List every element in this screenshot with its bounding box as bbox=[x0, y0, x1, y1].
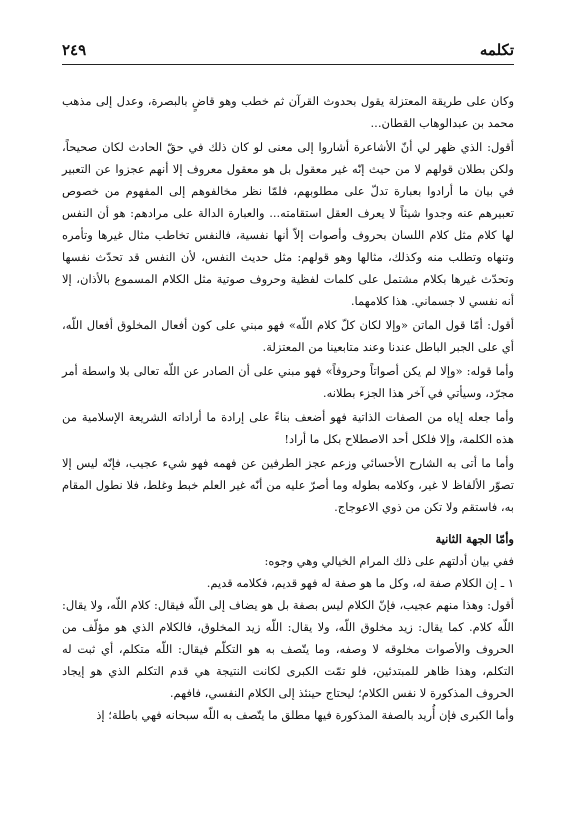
running-title: تكلمه bbox=[479, 41, 514, 59]
page-number: ٢٤٩ bbox=[62, 41, 87, 59]
paragraph: وأما الكبرى فإن أُريد بالصفة المذكورة فيها مطلق ما يتّصف به اللّه سبحانه فهي باطلة؛ إذ bbox=[96, 708, 514, 722]
paragraph: وأما قوله: «وإلا لم يكن أصواتاً وحروفاً» فهو مبني على أن الصادر عن اللّه تعالى بلا واسطة أمر مجرّد، وسيأتي في آخر هذا الجزء بطلانه. bbox=[62, 364, 514, 400]
paragraph: أقول: الذي ظهر لي أنّ الأشاعرة أشاروا إلى معنى لو كان ذلك في حقّ الحادث لكان صحيحاً، ولكن بطلان قولهم لا من حيث إنّه غير معقول بل هو معقول معروف إلا أنهم عجزوا عن التعبير في بيان ما أرادوا بعبارة تدلّ على مطلوبهم، فلمّا نظر مخالفوهم إلى المفهوم من خصوص تعبيرهم عنه وجدوا شيئاً لا يعرف العقل استقامته... والعبارة الدالة على مرادهم: هو أن النفس لها كلام مثل كلام اللسان بحروف وأصوات إلاّ أنها نفسية، فالنفس تخاطب مثال غيرها وتأمره وتنهاه وتطلب منه وكذلك، مثالها وهو قولهم: مثل حديث النفس، لأن النفس قد تحدّث نفسها وتحدّث غيرها بكلام مشتمل على كلمات لفظية وحروف صوتية مثل الكلام المسموع بالأذان، إلا أنه نفسي لا جسماني. هذا كلامهما. bbox=[62, 140, 514, 308]
paragraph: وكان على طريقة المعتزلة يقول بحدوث القرآن ثم خطب وهو قاضٍ بالبصرة، وعدل إلى مذهب محمد بن عبدالوهاب القطان... bbox=[62, 94, 514, 130]
page-header bbox=[62, 40, 514, 60]
section-heading: وأمّا الجهة الثانية bbox=[435, 532, 514, 546]
header-rule bbox=[62, 64, 514, 65]
paragraph: وأما ما أتى به الشارح الأحسائي وزعم عجز الطرفين عن فهمه فهو شيء عجيب، فإنّه ليس إلا تصوّر الألفاظ لا غير، وكلامه بطوله وما أصرّ عليه من أنّه غير العلم خبط وغلط، فلا نطول المقام به، فاستقم ولا تكن من ذوي الاعوجاج. bbox=[62, 456, 514, 514]
paragraph: ١ ـ إن الكلام صفة له، وكل ما هو صفة له فهو قديم، فكلامه قديم. bbox=[206, 576, 514, 590]
paragraph: أقول: أمّا قول الماتن «وإلا لكان كلّ كلام اللّه» فهو مبني على كون أفعال المخلوق أفعال اللّه، أي على الجبر الباطل عندنا وعند متابعينا من المعتزلة. bbox=[62, 318, 514, 354]
paragraph: أقول: وهذا منهم عجيب، فإنّ الكلام ليس بصفة بل هو يضاف إلى اللّه فيقال: كلام اللّه، ولا يقال: اللّه كلام. كما يقال: زيد مخلوق اللّه، ولا يقال: اللّه زيد المخلوق، فالكلام الذي هو مؤلّف من الحروف والأصوات مخلوقه لا وصفه، وما يتّصف به هو التكلّم فيقال: اللّه متكلم، أي ثبت له التكلم، وهذا ظاهر للمبتدئين، فلو تمّت الكبرى لكانت النتيجة هي قدم التكلم الذي هو إيجاد الحروف المذكورة لا نفس الكلام؛ ليحتاج حينئذ إلى الكلام النفسي، فافهم. bbox=[62, 598, 514, 700]
paragraph: وأما جعله إياه من الصفات الذاتية فهو أضعف بناءً على إرادة ما أراداته الشريعة الإسلامية من هذه الكلمة، وإلا فلكل أحد الاصطلاح بكل ما أراد! bbox=[62, 410, 514, 446]
paragraph: ففي بيان أدلتهم على ذلك المرام الخيالي وهي وجوه: bbox=[264, 554, 514, 568]
page-body bbox=[62, 90, 514, 726]
